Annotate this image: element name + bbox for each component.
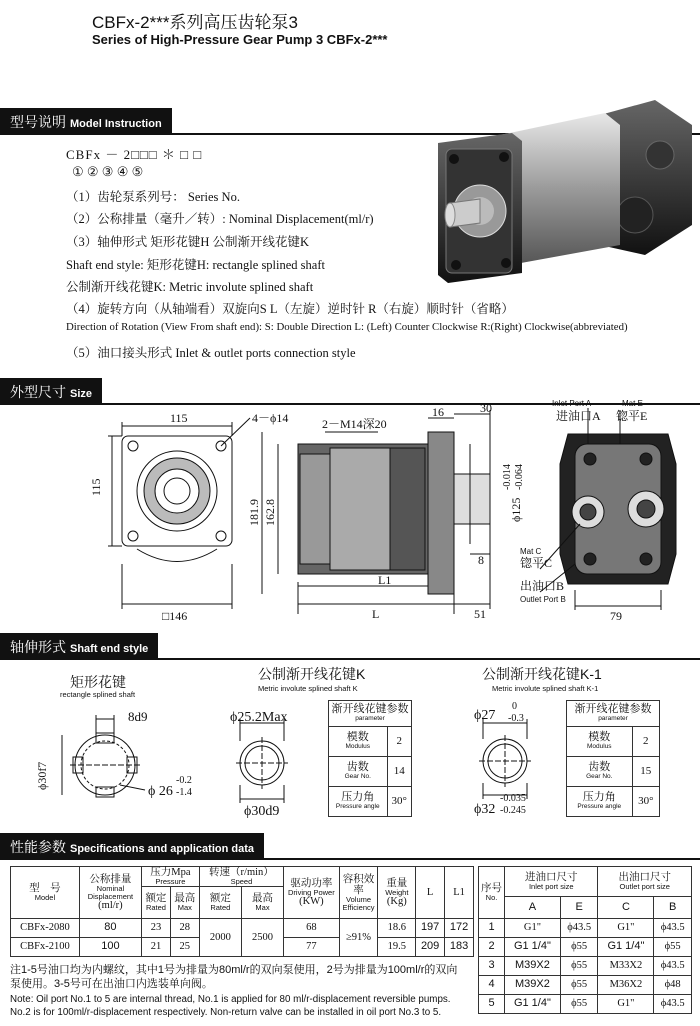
mi-line-6: （4）旋转方向（从轴端看）双旋向S L（左旋）逆时针 R（右旋）顺时针（省略） (66, 302, 514, 316)
k-modulus-zh: 模数 (346, 731, 369, 744)
dim-26-tol1: -0.2 (176, 775, 192, 786)
port-C: G1" (598, 995, 654, 1014)
th-L: L (416, 867, 445, 919)
k-table-title: 渐开线花键参数 (331, 703, 409, 716)
port-A: G1 1/4" (505, 938, 561, 957)
mi-line-2: （2）公称排量（毫升／转）: Nominal Displacement(ml/r) (66, 212, 374, 226)
note-en: Note: Oil port No.1 to 5 are internal thread, No.1 is applied for 80 ml/r-displacement reversible pumps. No.2 is for 100ml/r-displacement respectively. Non-return valve can be installed in oil port No.3 to 5. (10, 994, 451, 1018)
label-inlet-en: Inlet Port A (552, 399, 592, 408)
section-title-en: Size (70, 388, 93, 400)
k1-gear-en: Gear No. (586, 772, 613, 780)
dim-146: □146 (162, 609, 188, 623)
section-size (0, 378, 102, 404)
k1-modulus-zh: 模数 (588, 731, 611, 744)
th-weight-zh: 重量 (386, 877, 408, 889)
page-title-zh: CBFx-2***系列高压齿轮泵3 (92, 13, 298, 32)
dim-m14: 2－M14深20 (322, 417, 387, 431)
th-disp-unit: (ml/r) (98, 900, 123, 912)
efficiency: ≥91% (339, 919, 378, 957)
th-inlet-zh: 进油口尺寸 (524, 872, 578, 884)
section-shaft-end (0, 633, 158, 659)
th-rated-en: Rated (145, 903, 166, 913)
port-C: G1 1/4" (598, 938, 654, 957)
th-outlet-en: Outlet port size (619, 882, 670, 892)
th-press-zh: 压力Mpa (150, 867, 191, 879)
th-max-en: Max (177, 903, 192, 913)
dim-30f7: ϕ30f7 (35, 761, 49, 790)
size-drawing (0, 399, 700, 626)
row-L1: 172 (445, 919, 474, 938)
th-speed-rated-zh: 额定 (209, 893, 231, 905)
table-row (479, 938, 692, 957)
k-table-title-en: parameter (355, 714, 385, 722)
port-no: 4 (479, 976, 505, 995)
k1-gear-value: 15 (632, 757, 659, 787)
row-rated: 23 (142, 919, 171, 938)
mi-line-5: 公制渐开线花键K: Metric involute splined shaft (66, 280, 314, 294)
section-title-en: Specifications and application data (70, 843, 254, 855)
port-no: 1 (479, 919, 505, 938)
port-E: ϕ55 (560, 957, 598, 976)
port-B: ϕ43.5 (654, 995, 692, 1014)
rect-shaft-title-zh: 矩形花键 (70, 674, 126, 690)
th-speed-en: Speed (230, 877, 253, 887)
th-power-en: Driving Power (288, 887, 335, 897)
k-shaft-title-zh: 公制渐开线花键K (258, 666, 366, 682)
port-B: ϕ55 (654, 938, 692, 957)
label-mat-e-en: Mat E (622, 399, 643, 408)
row-max: 25 (170, 938, 199, 957)
dim-27: ϕ27 (474, 708, 496, 723)
k-modulus-value: 2 (387, 727, 412, 757)
divider (0, 858, 700, 860)
th-no-en: No. (485, 893, 498, 903)
dim-32: ϕ32 (474, 802, 496, 817)
th-eff-en: Volume Efficiency (342, 894, 375, 912)
th-no-zh: 序号 (481, 883, 502, 895)
port-B: ϕ43.5 (654, 957, 692, 976)
dim-115-side: 115 (89, 478, 103, 496)
pump-product-image (430, 95, 700, 295)
th-model-en: Model (34, 893, 56, 903)
mi-line-7: Direction of Rotation (View From shaft end): S: Double Direction L: (Left) Counter Clockwise R:(Right) Clockwise(abbreviated) (66, 321, 628, 333)
mi-line-4: Shaft end style: 矩形花键H: rectangle splined shaft (66, 258, 325, 272)
th-speed-zh: 转速（r/min） (209, 867, 274, 879)
k-shaft-title-en: Metric involute splined shaft K (258, 684, 358, 693)
label-inlet-zh: 进油口A (556, 409, 601, 423)
k-gear-value: 14 (387, 757, 412, 787)
row-max: 28 (170, 919, 199, 938)
section-title-zh: 型号说明 (10, 114, 66, 130)
port-no: 2 (479, 938, 505, 957)
row-rated: 21 (142, 938, 171, 957)
divider (0, 658, 700, 660)
mi-line-3: （3）轴伸形式 矩形花键H 公制渐开线花键K (66, 235, 310, 249)
k-gear-en: Gear No. (344, 772, 371, 780)
table-row (479, 976, 692, 995)
row-power: 68 (284, 919, 340, 938)
label-mat-c-zh: 锪平C (520, 556, 553, 570)
k1-angle-zh: 压力角 (582, 791, 616, 804)
row-power: 77 (284, 938, 340, 957)
dim-32-tol2: -0.245 (500, 805, 526, 816)
th-E: E (560, 897, 598, 919)
row-model: CBFx-2080 (11, 919, 80, 938)
th-speed-max-en: Max (255, 903, 270, 913)
dim-51: 51 (474, 607, 486, 621)
section-title-zh: 外型尺寸 (10, 384, 66, 400)
port-table (478, 866, 692, 1014)
row-weight: 18.6 (378, 919, 416, 938)
k1-spline-parameter-table (566, 700, 660, 817)
dim-162: 162.8 (263, 499, 277, 526)
th-speed-max-zh: 最高 (252, 893, 274, 905)
th-rated-zh: 额定 (145, 893, 167, 905)
th-A: A (505, 897, 561, 919)
dim-27-tol1: 0 (512, 701, 517, 712)
port-A: M39X2 (505, 976, 561, 995)
port-E: ϕ55 (560, 995, 598, 1014)
k1-angle-value: 30° (632, 787, 659, 817)
k1-angle-en: Pressure angle (577, 802, 622, 810)
rect-shaft-title-en: rectangle splined shaft (60, 690, 136, 699)
k1-modulus-en: Modulus (586, 742, 612, 750)
section-specifications (0, 833, 264, 859)
th-max-zh: 最高 (174, 893, 196, 905)
th-inlet-en: Inlet port size (528, 882, 574, 892)
th-disp-zh: 公称排量 (89, 873, 132, 885)
row-L1: 183 (445, 938, 474, 957)
port-C: G1" (598, 919, 654, 938)
port-B: ϕ48 (654, 976, 692, 995)
dim-30: 30 (480, 401, 492, 415)
dim-8: 8 (478, 553, 484, 567)
k-modulus-en: Modulus (345, 742, 371, 750)
k1-modulus-value: 2 (632, 727, 659, 757)
k-angle-en: Pressure angle (335, 802, 380, 810)
spec-table (10, 866, 474, 957)
section-title-zh: 轴伸形式 (10, 639, 66, 655)
dim-115-top: 115 (170, 411, 188, 425)
k1-shaft-title-en: Metric involute splined shaft K-1 (492, 684, 599, 693)
port-C: M36X2 (598, 976, 654, 995)
k-gear-zh: 齿数 (346, 761, 369, 774)
dim-27-tol2: -0.3 (508, 713, 524, 724)
label-outlet-en: Outlet Port B (520, 595, 566, 604)
row-disp: 80 (79, 919, 141, 938)
model-code: CBFx － 2□□□ ＊ □ □ (66, 147, 203, 162)
row-model: CBFx-2100 (11, 938, 80, 957)
port-E: ϕ55 (560, 938, 598, 957)
row-L: 209 (416, 938, 445, 957)
k1-table-title: 渐开线花键参数 (574, 703, 652, 716)
table-row (11, 919, 474, 938)
table-row (479, 995, 692, 1014)
dim-tol1: -0.014 (502, 464, 513, 490)
row-disp: 100 (79, 938, 141, 957)
section-title-zh: 性能参数 (10, 839, 66, 855)
th-power-zh: 驱动功率 (290, 877, 333, 889)
dim-holes: 4－ϕ14 (252, 411, 289, 425)
k-angle-zh: 压力角 (341, 791, 375, 804)
k1-shaft-title-zh: 公制渐开线花键K-1 (482, 666, 602, 682)
port-A: M39X2 (505, 957, 561, 976)
mi-line-8: （5）油口接头形式 Inlet & outlet ports connection style (66, 346, 356, 360)
section-title-en: Model Instruction (70, 118, 162, 130)
k1-gear-zh: 齿数 (588, 761, 611, 774)
th-C: C (598, 897, 654, 919)
port-A: G1 1/4" (505, 995, 561, 1014)
th-B: B (654, 897, 692, 919)
table-row (479, 919, 692, 938)
th-press-en: Pressure (155, 877, 186, 887)
label-mat-e-zh: 锪平E (616, 409, 648, 423)
section-model-instruction (0, 108, 172, 134)
th-speed-rated-en: Rated (210, 903, 231, 913)
k-spline-parameter-table (328, 700, 412, 817)
th-weight-unit: (Kg) (386, 896, 407, 908)
port-E: ϕ55 (560, 976, 598, 995)
note-zh: 注1-5号油口均为内螺纹，其中1号为排量为80ml/r的双向泵使用，2号为排量为100ml/r的双向泵使用。3-5号可在出油口内选装单向阀。 (10, 964, 458, 990)
speed-max: 2500 (241, 919, 283, 957)
port-E: ϕ43.5 (560, 919, 598, 938)
port-no: 3 (479, 957, 505, 976)
k-angle-value: 30° (387, 787, 412, 817)
th-model-zh: 型 号 (29, 883, 61, 895)
mi-line-1: （1）齿轮泵系列号： Series No. (66, 190, 240, 204)
dim-79: 79 (610, 609, 622, 623)
label-mat-c-en: Mat C (520, 547, 542, 556)
dim-16: 16 (432, 405, 444, 419)
dim-30d9: ϕ30d9 (244, 804, 280, 819)
row-weight: 19.5 (378, 938, 416, 957)
dim-181: 181.9 (247, 499, 261, 526)
speed-rated: 2000 (199, 919, 241, 957)
section-title-en: Shaft end style (70, 643, 149, 655)
row-L: 197 (416, 919, 445, 938)
table-row (479, 957, 692, 976)
label-outlet-zh: 出油口B (520, 579, 565, 593)
th-power-unit: (KW) (299, 896, 324, 908)
dim-L1: L1 (378, 573, 392, 587)
dim-32-tol1: -0.035 (500, 793, 526, 804)
th-outlet-zh: 出油口尺寸 (618, 872, 671, 884)
th-disp-en: Nominal Displacement (87, 883, 134, 901)
dim-25-2max: ϕ25.2Max (230, 710, 288, 725)
dim-125: ϕ125 (509, 497, 523, 522)
th-L1: L1 (445, 867, 474, 919)
port-B: ϕ43.5 (654, 919, 692, 938)
port-C: M33X2 (598, 957, 654, 976)
dim-26: ϕ 26 (148, 784, 173, 799)
k1-table-title-en: parameter (598, 714, 628, 722)
th-eff-zh: 容积效率 (342, 873, 375, 896)
dim-8d9: 8d9 (128, 709, 148, 724)
port-no: 5 (479, 995, 505, 1014)
dim-26-tol2: -1.4 (176, 787, 192, 798)
dim-L: L (372, 607, 380, 621)
dim-tol2: -0.064 (514, 464, 525, 490)
page-title-en: Series of High-Pressure Gear Pump 3 CBFx-2*** (92, 32, 388, 47)
port-A: G1" (505, 919, 561, 938)
th-weight-en: Weight (385, 887, 409, 897)
model-code-numbers: ① ② ③ ④ ⑤ (72, 164, 144, 179)
